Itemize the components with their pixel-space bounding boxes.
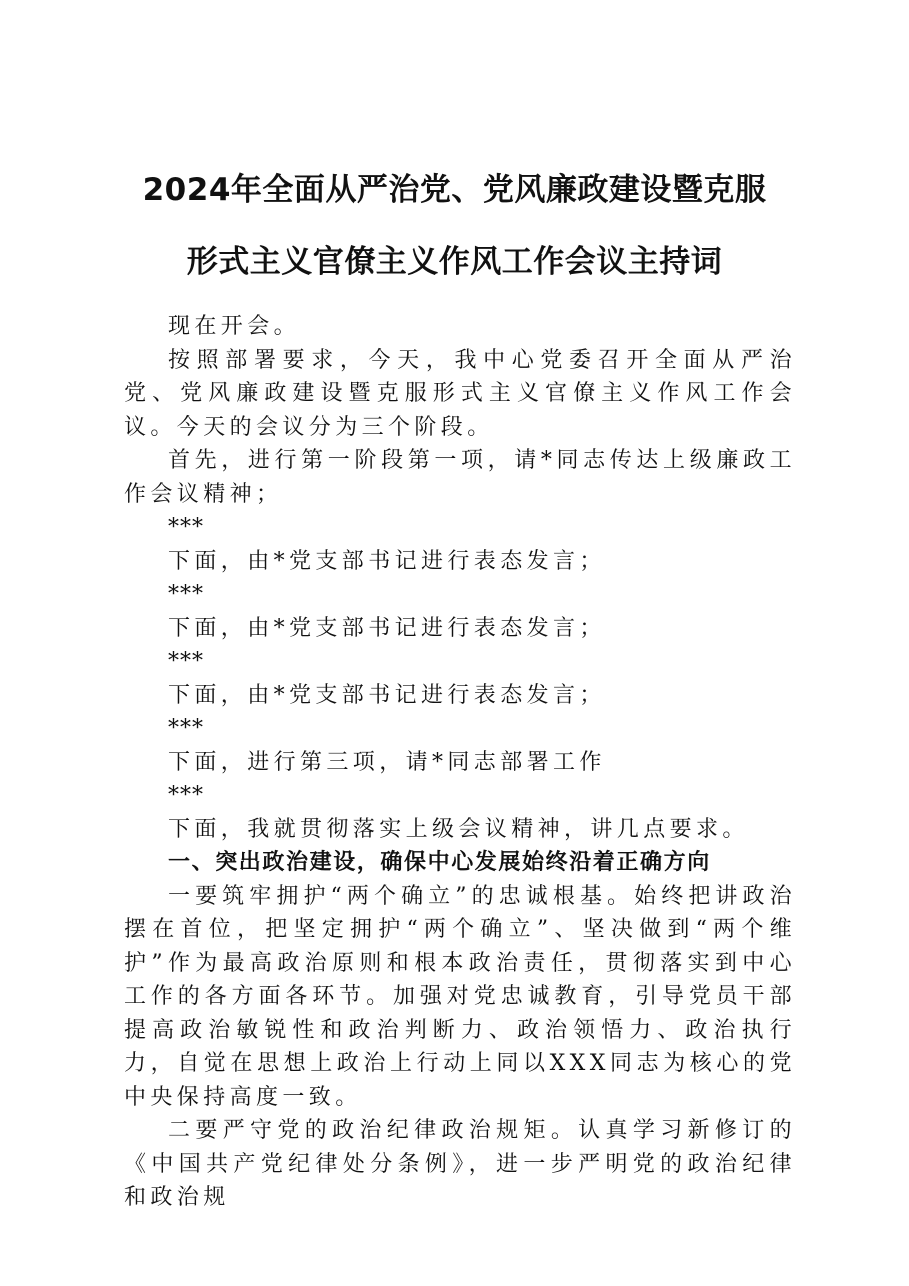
paragraph-speech: 下面，由*党支部书记进行表态发言； <box>168 615 606 641</box>
paragraph-placeholder: *** <box>168 716 204 741</box>
paragraph-stage-three: 下面，进行第三项，请*同志部署工作 <box>168 749 606 775</box>
paragraph-speech: 下面，由*党支部书记进行表态发言； <box>168 548 606 574</box>
paragraph-placeholder: *** <box>168 515 204 540</box>
document-body <box>124 310 796 1215</box>
paragraph-requirements-intro: 下面，我就贯彻落实上级会议精神，讲几点要求。 <box>168 816 749 842</box>
paragraph-requirement-2: 二要严守党的政治纪律政治规矩。认真学习新修订的《中国共产党纪律处分条例》，进一步严明党的政治纪律和政治规 <box>124 1118 796 1210</box>
paragraph-stage-one: 首先，进行第一阶段第一项，请*同志传达上级廉政工作会议精神； <box>124 448 796 507</box>
paragraph-speech: 下面，由*党支部书记进行表态发言； <box>168 682 606 708</box>
document-title-line-1: 2024年全面从严治党、党风廉政建设暨克服 <box>142 172 767 208</box>
paragraph-placeholder: *** <box>168 783 204 808</box>
paragraph-placeholder: *** <box>168 649 204 674</box>
paragraph-opening: 现在开会。 <box>168 314 301 339</box>
paragraph-intro: 按照部署要求，今天，我中心党委召开全面从严治党、党风廉政建设暨克服形式主义官僚主义作风工作会议。今天的会议分为三个阶段。 <box>124 347 796 440</box>
section-heading-1: 一、突出政治建设，确保中心发展始终沿着正确方向 <box>168 850 711 875</box>
paragraph-requirement-1: 一要筑牢拥护“两个确立”的忠诚根基。始终把讲政治摆在首位，把坚定拥护“两个确立”、坚决做到“两个维护”作为最高政治原则和根本政治责任，贯彻落实到中心工作的各方面各环节。加强对党忠诚教育，引导党员干部提高政治敏锐性和政治判断力、政治领悟力、政治执行力，自觉在思想上政治上行动上同以XXX同志为核心的党中央保持高度一致。 <box>124 883 796 1110</box>
paragraph-placeholder: *** <box>168 582 204 607</box>
document-title-line-2: 形式主义官僚主义作风工作会议主持词 <box>186 244 723 280</box>
